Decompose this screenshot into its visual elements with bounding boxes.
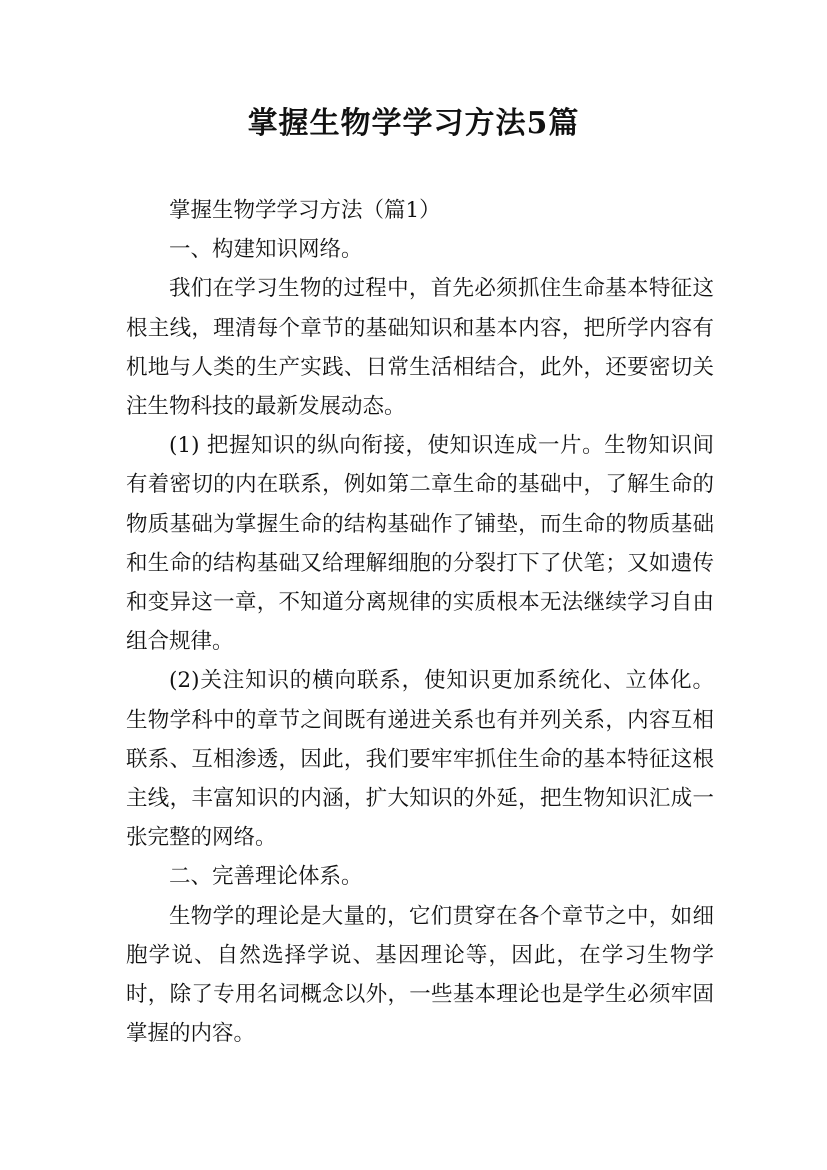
section-heading-part1: 掌握生物学学习方法（篇1） <box>169 198 441 223</box>
paragraph-theory: 生物学的理论是大量的，它们贯穿在各个章节之中，如细胞学说、自然选择学说、基因理论等，因此，在学习生物学时，除了专用名词概念以外，一些基本理论也是学生必须牢固掌握的内容。 <box>126 903 714 1047</box>
paragraph-horizontal-connection: (2)关注知识的横向联系，使知识更加系统化、立体化。生物学科中的章节之间既有递进关系也有并列关系，内容互相联系、互相渗透，因此，我们要牢牢抓住生命的基本特征这根主线，丰富知识的内涵，扩大知识的外延，把生物知识汇成一张完整的网络。 <box>126 668 714 851</box>
paragraph-vertical-connection: (1) 把握知识的纵向衔接，使知识连成一片。生物知识间有着密切的内在联系，例如第二章生命的基础中，了解生命的物质基础为掌握生命的结构基础作了铺垫，而生命的物质基础和生命的结构基础又给理解细胞的分裂打下了伏笔；又如遗传和变异这一章，不知道分离规律的实质根本无法继续学习自由组合规律。 <box>126 433 714 655</box>
document-title: 掌握生物学学习方法5篇 <box>247 106 580 141</box>
document-body <box>126 191 714 1053</box>
heading-build-knowledge-network: 一、构建知识网络。 <box>169 237 363 263</box>
heading-improve-theory-system: 二、完善理论体系。 <box>169 864 363 890</box>
paragraph-intro: 我们在学习生物的过程中，首先必须抓住生命基本特征这根主线，理清每个章节的基础知识和基本内容，把所学内容有机地与人类的生产实践、日常生活相结合，此外，还要密切关注生物科技的最新发展动态。 <box>126 276 714 420</box>
